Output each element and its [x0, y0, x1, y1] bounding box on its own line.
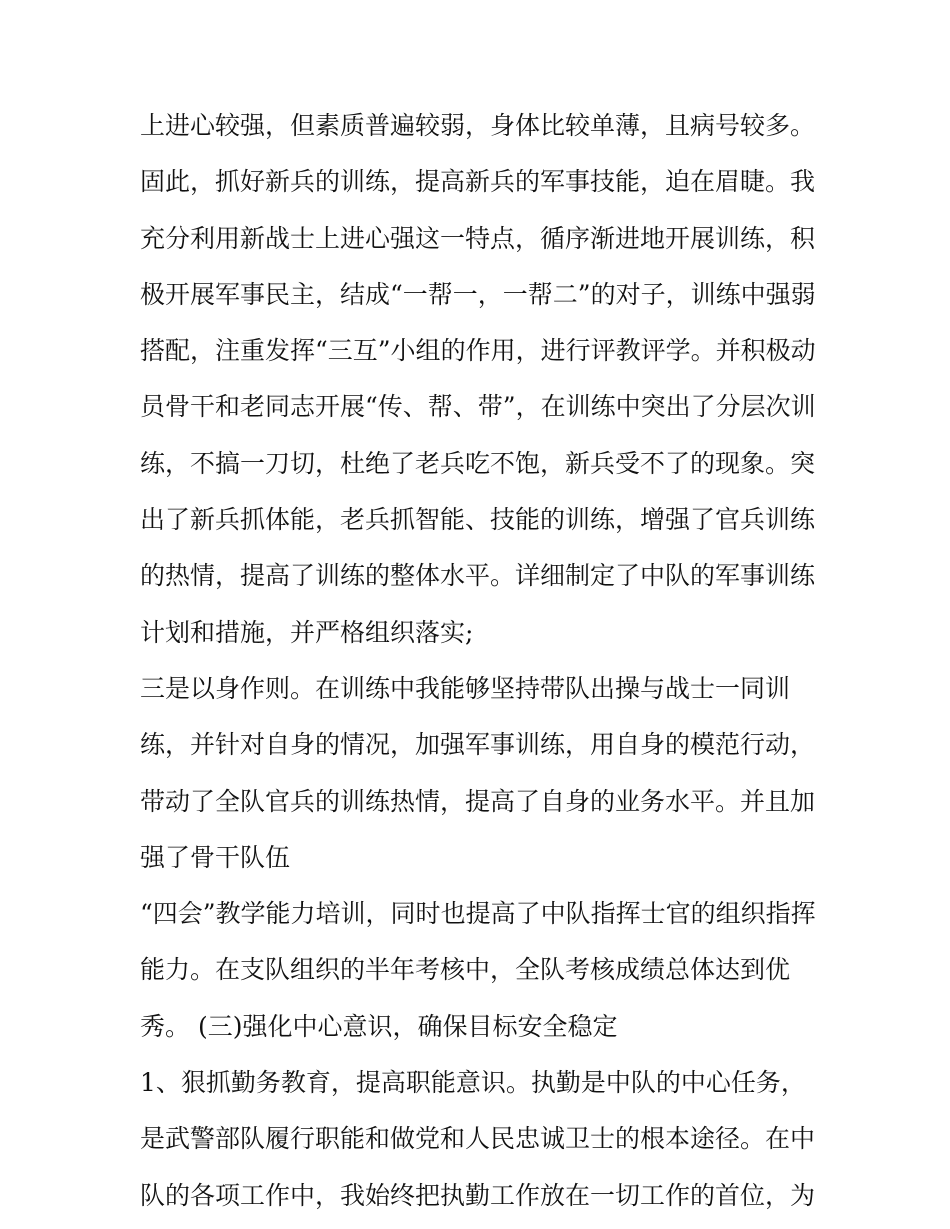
text-line: 极开展军事民主，结成“一帮一，一帮二”的对子，训练中强弱 [140, 279, 816, 309]
text-line: 带动了全队官兵的训练热情，提高了自身的业务水平。并且加 [140, 786, 816, 816]
text-line: 是武警部队履行职能和做党和人民忠诚卫士的根本途径。在中 [140, 1124, 816, 1154]
body-text [140, 98, 830, 1224]
text-line: 练，不搞一刀切，杜绝了老兵吃不饱，新兵受不了的现象。突 [140, 448, 816, 478]
text-line: 练，并针对自身的情况，加强军事训练，用自身的模范行动， [140, 730, 816, 760]
text-line: 出了新兵抓体能，老兵抓智能、技能的训练，增强了官兵训练 [140, 505, 816, 535]
text-line: 秀。 (三)强化中心意识，确保目标安全稳定 [140, 1011, 618, 1041]
text-line: 搭配，注重发挥“三互”小组的作用，进行评教评学。并积极动 [140, 336, 816, 366]
text-line: 充分利用新战士上进心强这一特点，循序渐进地开展训练，积 [140, 223, 816, 253]
text-line: 队的各项工作中，我始终把执勤工作放在一切工作的首位，为 [140, 1180, 816, 1210]
text-line: 员骨干和老同志开展“传、帮、带”，在训练中突出了分层次训 [140, 392, 816, 422]
text-line: 的热情，提高了训练的整体水平。详细制定了中队的军事训练 [140, 561, 816, 591]
text-line: 三是以身作则。在训练中我能够坚持带队出操与战士一同训 [140, 673, 791, 703]
text-line: 能力。在支队组织的半年考核中，全队考核成绩总体达到优 [140, 955, 791, 985]
text-line: 上进心较强，但素质普遍较弱，身体比较单薄，且病号较多。 [140, 111, 816, 140]
text-line: 固此，抓好新兵的训练，提高新兵的军事技能，迫在眉睫。我 [140, 167, 816, 197]
text-line: 计划和措施，并严格组织落实; [140, 617, 474, 647]
text-line: 1、狠抓勤务教育，提高职能意识。执勤是中队的中心任务， [140, 1068, 806, 1098]
text-line: “四会”教学能力培训，同时也提高了中队指挥士官的组织指挥 [140, 899, 816, 929]
text-line: 强了骨干队伍 [140, 842, 291, 872]
